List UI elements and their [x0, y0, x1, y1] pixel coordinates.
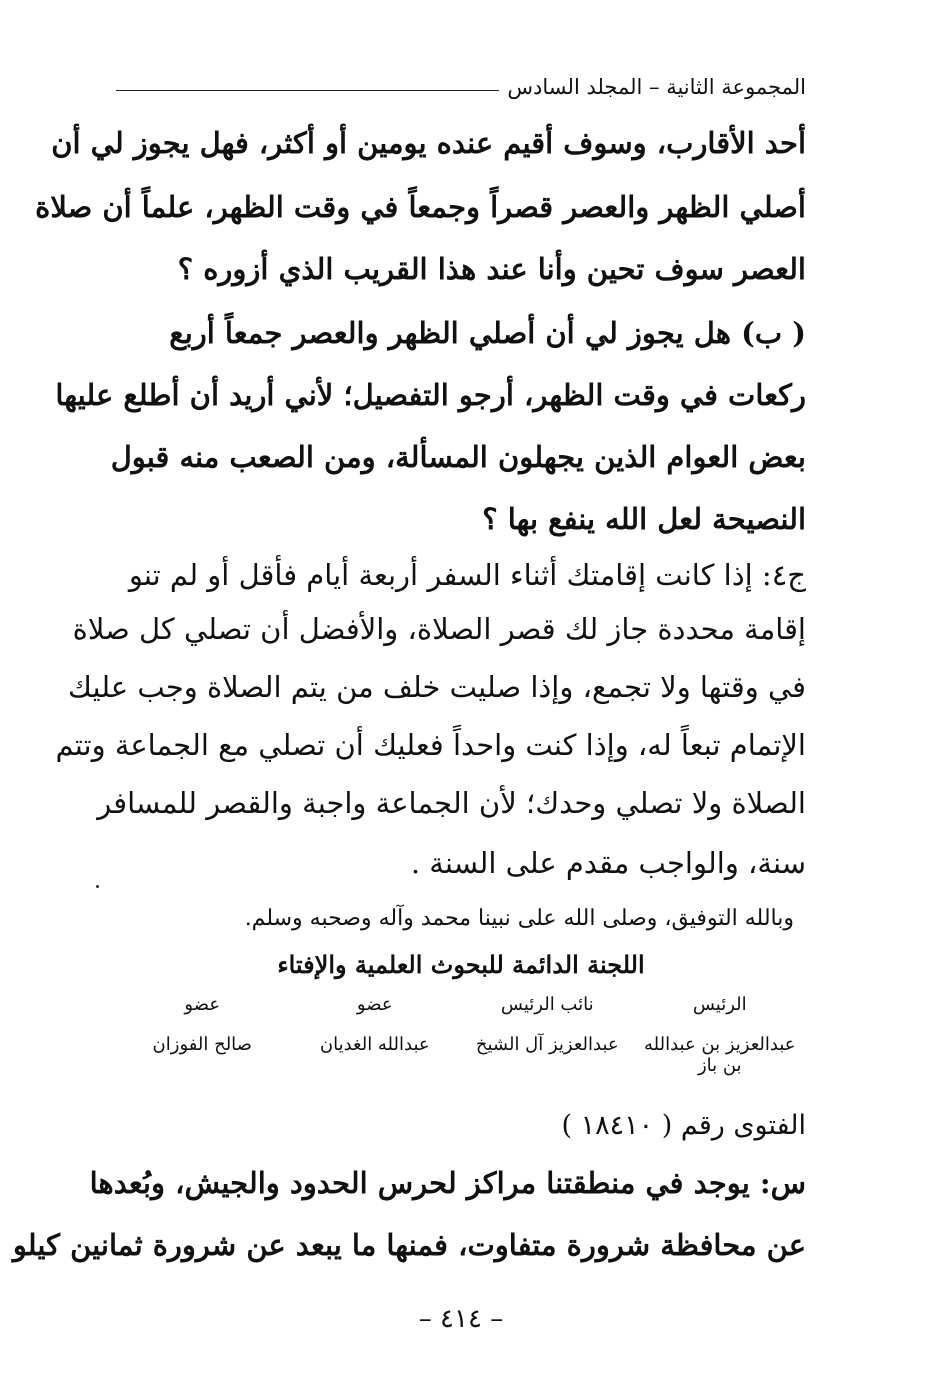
answer-line: في وقتها ولا تجمع، وإذا صليت خلف من يتم الصلاة وجب عليك [68, 670, 806, 704]
running-header [116, 72, 806, 102]
role-deputy: نائب الرئيس [500, 994, 594, 1015]
question-line: العصر سوف تحين وأنا عند هذا القريب الذي أزوره ؟ [177, 252, 806, 286]
closing-line: وبالله التوفيق، وصلى الله على نبينا محمد وآله وصحبه وسلم. [244, 906, 794, 931]
header-title: المجموعة الثانية – المجلد السادس [507, 75, 806, 99]
question-line: النصيحة لعل الله ينفع بها ؟ [482, 502, 806, 536]
answer-line: إقامة محددة جاز لك قصر الصلاة، والأفضل أن تصلي كل صلاة [72, 612, 806, 646]
signature-roles [116, 994, 806, 1015]
scan-speck [96, 885, 99, 888]
signature-names [116, 1034, 806, 1076]
name-deputy: عبدالعزيز آل الشيخ [475, 1034, 619, 1055]
next-question-line: س: يوجد في منطقتنا مراكز لحرس الحدود والجيش، وبُعدها [89, 1166, 806, 1200]
header-rule [116, 90, 499, 91]
role-member: عضو [184, 994, 221, 1015]
next-question-line: عن محافظة شرورة متفاوت، فمنها ما يبعد عن شرورة ثمانين كيلو [12, 1228, 806, 1262]
committee-title: اللجنة الدائمة للبحوث العلمية والإفتاء [277, 950, 645, 979]
role-member: عضو [356, 994, 393, 1015]
name-chair: عبدالعزيز بن عبدالله بن باز [643, 1034, 796, 1076]
fatwa-number: الفتوى رقم ( ١٨٤١٠ ) [561, 1110, 806, 1141]
question-line: أصلي الظهر والعصر قصراً وجمعاً في وقت الظهر، علماً أن صلاة [35, 190, 806, 224]
answer-line: الإتمام تبعاً له، وإذا كنت واحداً فعليك أن تصلي مع الجماعة وتتم [55, 728, 806, 762]
role-chair: الرئيس [692, 994, 747, 1015]
page-number: – ٤١٤ – [418, 1304, 504, 1334]
question-line: بعض العوام الذين يجهلون المسألة، ومن الصعب منه قبول [110, 440, 806, 474]
name-member: صالح الفوزان [152, 1034, 252, 1055]
answer-line: الصلاة ولا تصلي وحدك؛ لأن الجماعة واجبة والقصر للمسافر [97, 786, 806, 820]
name-member: عبدالله الغديان [319, 1034, 430, 1055]
question-line: ( ب) هل يجوز لي أن أصلي الظهر والعصر جمعاً أربع [169, 316, 806, 350]
question-line: أحد الأقارب، وسوف أقيم عنده يومين أو أكثر، فهل يجوز لي أن [51, 126, 806, 160]
answer-line: ج٤: إذا كانت إقامتك أثناء السفر أربعة أيام فأقل أو لم تنو [128, 558, 806, 592]
question-line: ركعات في وقت الظهر، أرجو التفصيل؛ لأني أريد أن أطلع عليها [55, 378, 806, 412]
answer-line: سنة، والواجب مقدم على السنة . [410, 846, 806, 880]
